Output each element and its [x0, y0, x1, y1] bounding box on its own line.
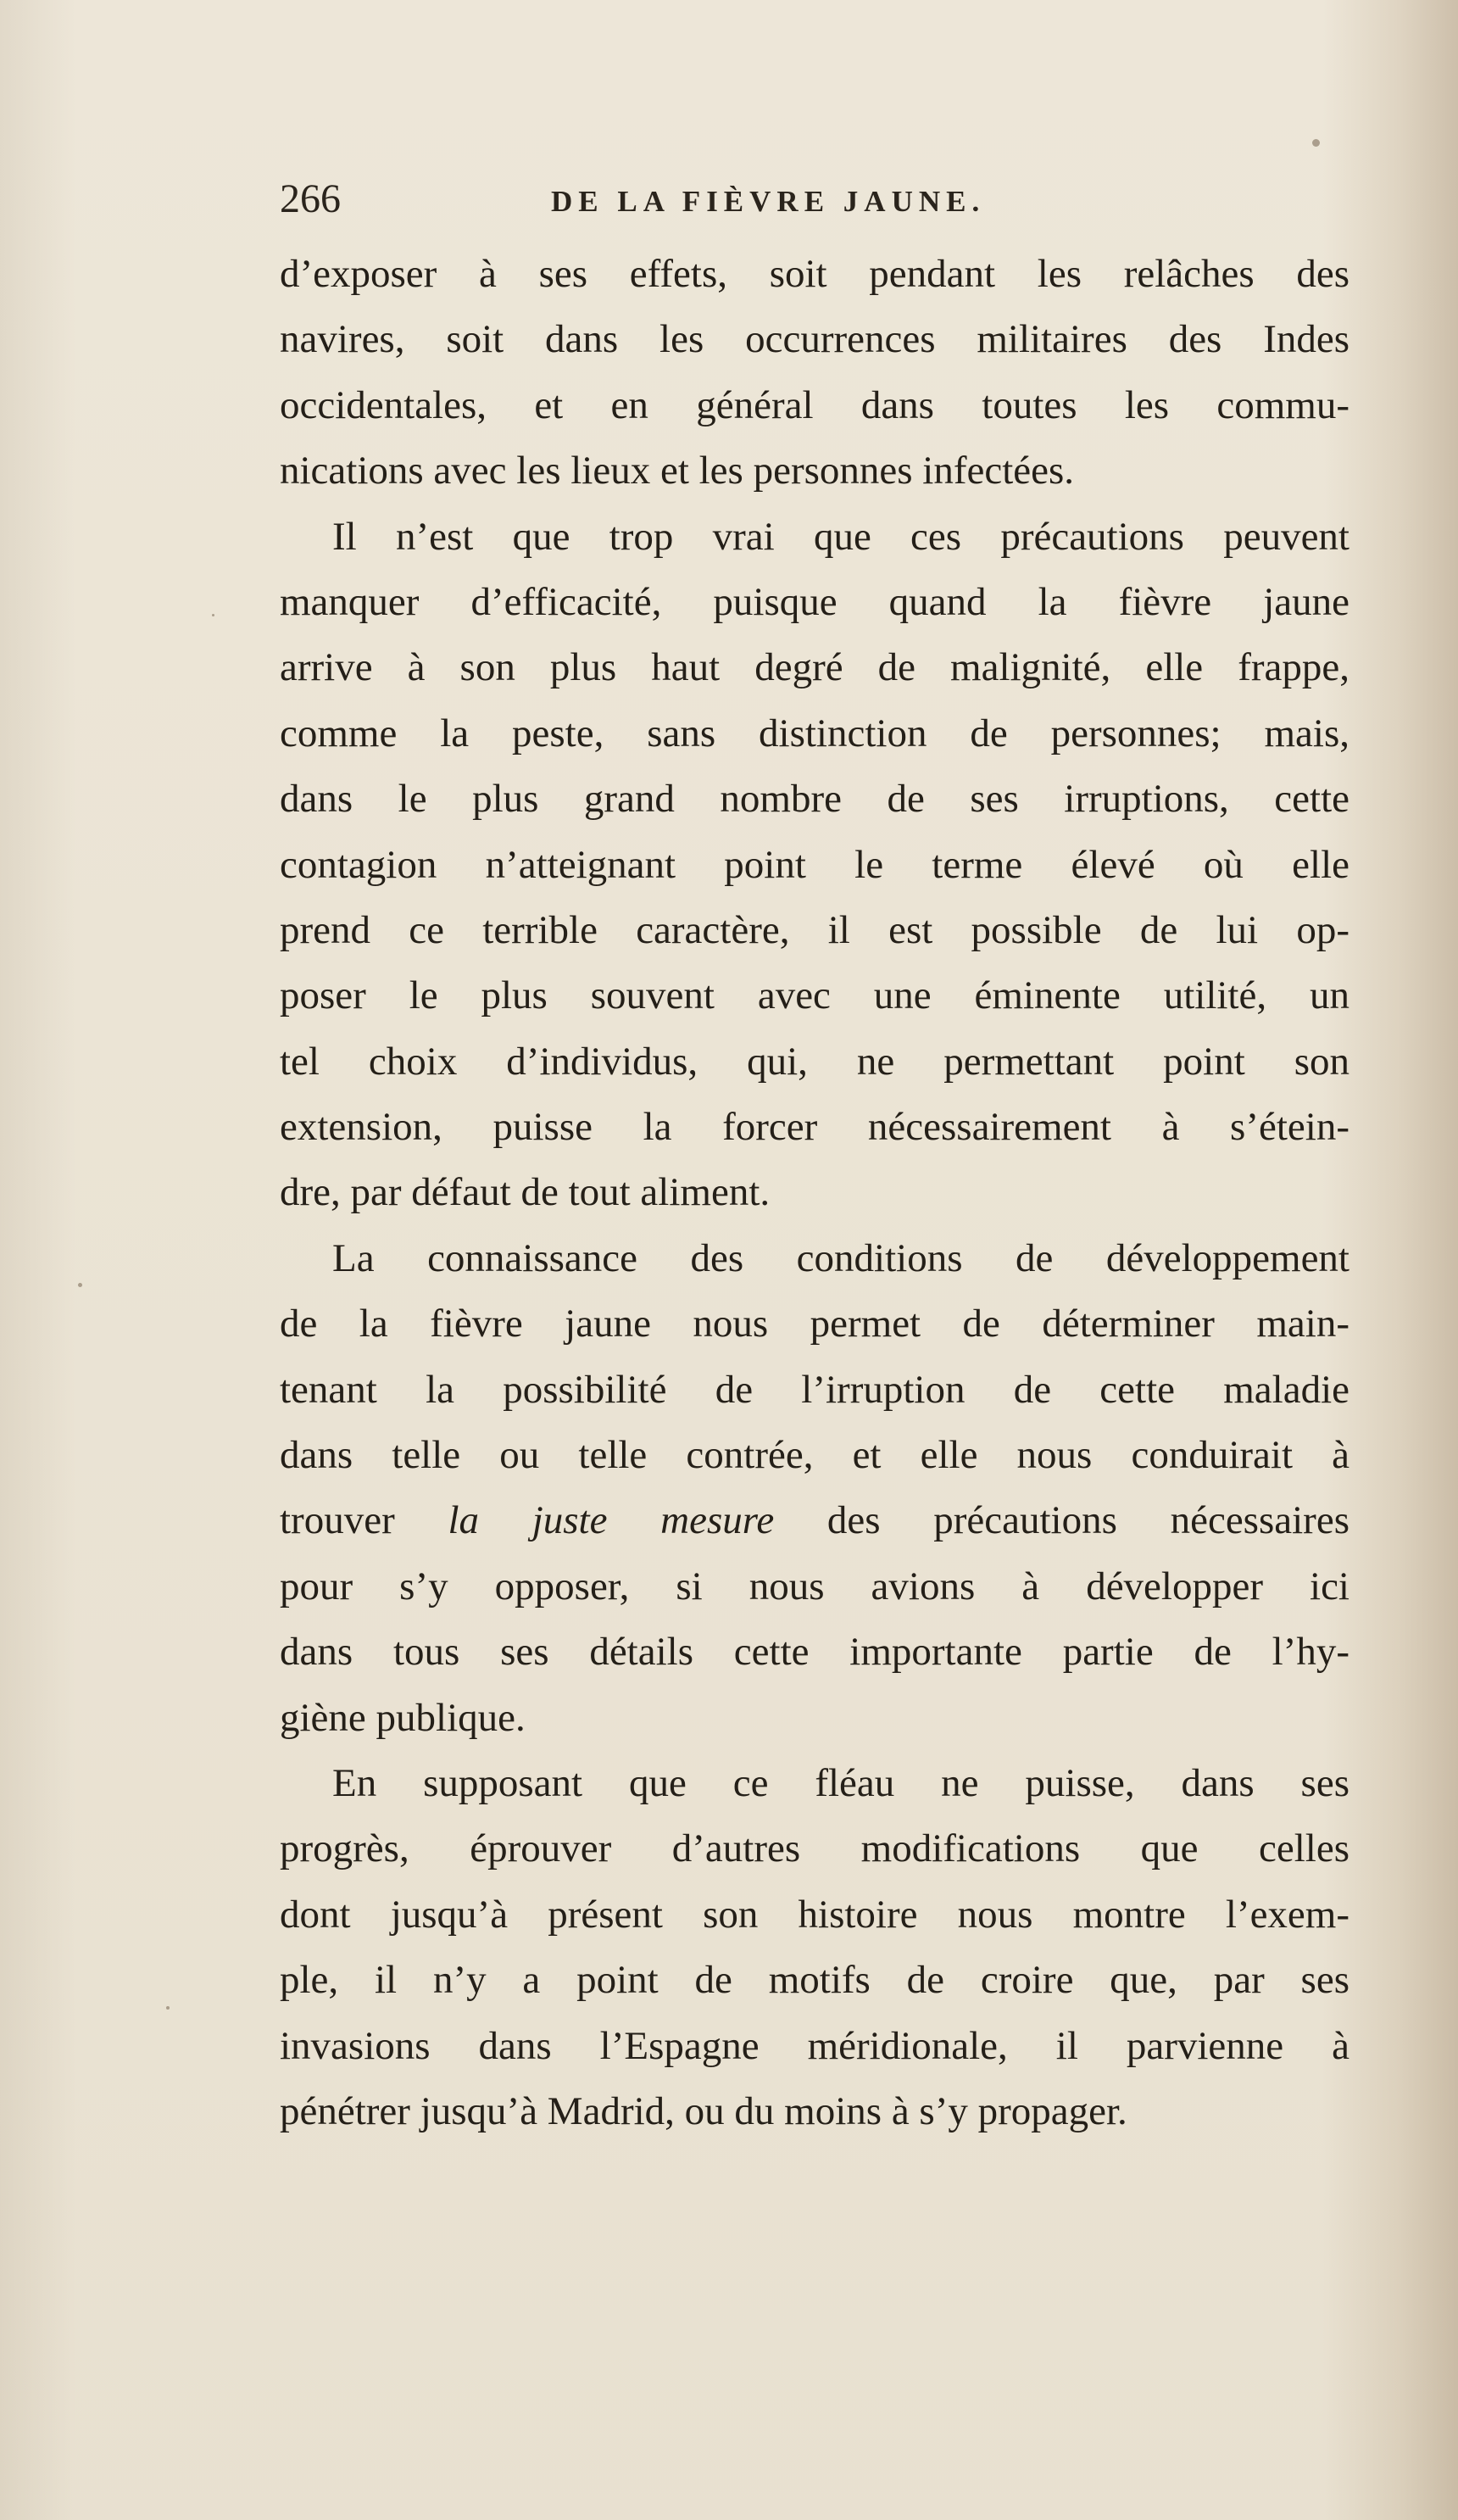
text-line: progrès, éprouver d’autres modifications que celles — [280, 1826, 1349, 1871]
text-line: ple, il n’y a point de motifs de croire que, par ses — [280, 1958, 1349, 2003]
page-header — [280, 174, 1077, 225]
italic-emphasis: la juste mesure — [448, 1498, 775, 1543]
paper-speck — [166, 2006, 170, 2010]
text-line: d’exposer à ses effets, soit pendant les relâches des — [280, 252, 1349, 296]
text-line: giène publique. — [280, 1695, 526, 1740]
paper-speck — [212, 614, 214, 616]
text-line: trouver la juste mesure des précautions nécessaires — [280, 1498, 1349, 1543]
text-line: dans telle ou telle contrée, et elle nous conduirait à — [280, 1433, 1349, 1478]
body-text — [280, 242, 1349, 2144]
paragraph — [280, 1226, 1349, 1751]
text-line: dont jusqu’à présent son histoire nous montre l’exem- — [280, 1892, 1349, 1937]
text-line: poser le plus souvent avec une éminente utilité, un — [280, 973, 1349, 1018]
text-line: dre, par défaut de tout aliment. — [280, 1170, 771, 1215]
text-line: dans le plus grand nombre de ses irruptions, cette — [280, 777, 1349, 822]
paragraph — [280, 505, 1349, 1226]
text-line: nications avec les lieux et les personnes infectées. — [280, 449, 1075, 493]
text-line: Il n’est que trop vrai que ces précautions peuvent — [332, 514, 1349, 559]
text-line: tel choix d’individus, qui, ne permettant point son — [280, 1039, 1349, 1084]
running-title: DE LA FIÈVRE JAUNE. — [551, 185, 986, 218]
text-line: dans tous ses détails cette importante partie de l’hy- — [280, 1630, 1349, 1675]
paragraph — [280, 1751, 1349, 2144]
text-line: En supposant que ce fléau ne puisse, dans ses — [332, 1760, 1349, 1805]
paper-speck — [78, 1283, 82, 1287]
paper-speck — [1312, 139, 1320, 147]
text-line: invasions dans l’Espagne méridionale, il parvienne à — [280, 2023, 1349, 2068]
text-line: pour s’y opposer, si nous avions à développer ici — [280, 1564, 1349, 1608]
text-line: comme la peste, sans distinction de personnes; mais, — [280, 711, 1349, 755]
text-line: occidentales, et en général dans toutes les commu- — [280, 382, 1349, 427]
text-line: arrive à son plus haut degré de malignité, elle frappe, — [280, 645, 1349, 690]
text-line: extension, puisse la forcer nécessairement à s’étein- — [280, 1105, 1349, 1150]
text-line: manquer d’efficacité, puisque quand la fièvre jaune — [280, 579, 1349, 624]
text-line: de la fièvre jaune nous permet de déterminer main- — [280, 1302, 1349, 1346]
text-line: La connaissance des conditions de développement — [332, 1235, 1349, 1280]
text-line: pénétrer jusqu’à Madrid, ou du moins à s’y propager. — [280, 2088, 1127, 2133]
paragraph — [280, 242, 1349, 505]
text-line: prend ce terrible caractère, il est possible de lui op- — [280, 907, 1349, 952]
text-line: contagion n’atteignant point le terme élevé où elle — [280, 842, 1349, 887]
text-line: navires, soit dans les occurrences militaires des Indes — [280, 317, 1349, 362]
text-line: tenant la possibilité de l’irruption de cette maladie — [280, 1367, 1349, 1412]
page-number: 266 — [280, 176, 341, 221]
